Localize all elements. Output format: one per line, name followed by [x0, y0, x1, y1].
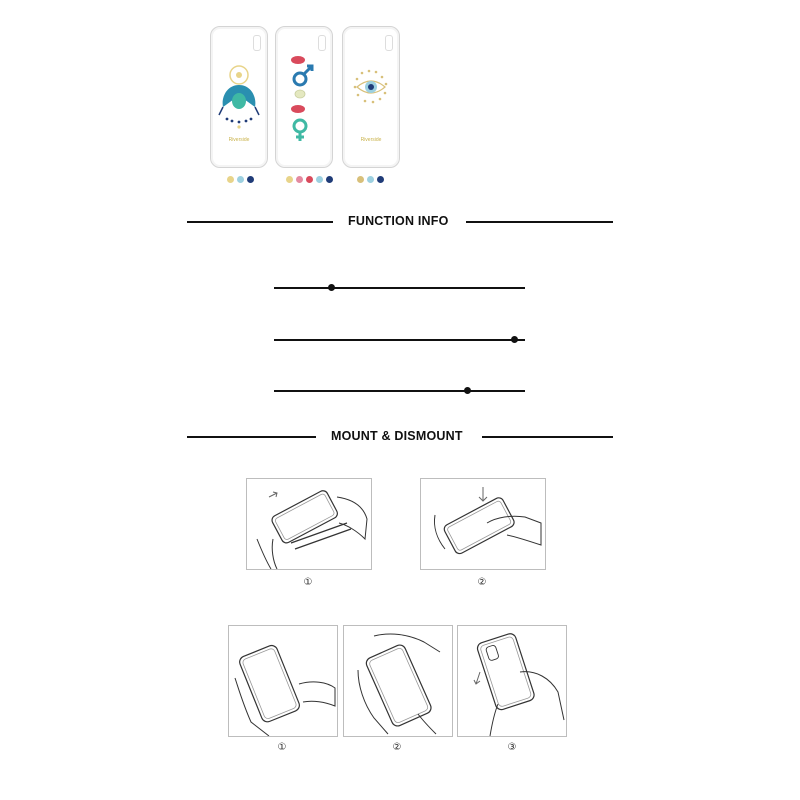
mount-step-1-illustration	[246, 478, 372, 570]
swatch-gold[interactable]	[357, 176, 364, 183]
color-swatches-3	[357, 176, 384, 183]
slider-track-3	[274, 390, 525, 392]
lift-phone-edge-icon	[344, 626, 452, 736]
case-brand: Riverside	[360, 137, 382, 143]
color-swatches-2	[286, 176, 333, 183]
press-phone-into-case-icon	[421, 479, 545, 569]
dismount-step-3-number: ③	[507, 742, 517, 753]
dismount-step-2-illustration	[343, 625, 453, 737]
swatch-navy[interactable]	[377, 176, 384, 183]
swatch-red[interactable]	[306, 176, 313, 183]
dismount-step-1-illustration	[228, 625, 338, 737]
swatch-navy[interactable]	[326, 176, 333, 183]
gender-symbols-icon	[276, 27, 332, 167]
mount-step-2-illustration	[420, 478, 546, 570]
slider-knob-1[interactable]	[328, 284, 335, 291]
phone-case-scarab	[210, 26, 268, 168]
function-info-title: FUNCTION INFO	[348, 214, 449, 228]
swatch-light-blue[interactable]	[367, 176, 374, 183]
swatch-yellow[interactable]	[227, 176, 234, 183]
dismount-step-2-number: ②	[392, 742, 402, 753]
swatch-yellow[interactable]	[286, 176, 293, 183]
divider-left	[187, 221, 333, 223]
swatch-light-blue[interactable]	[316, 176, 323, 183]
tilt-phone-into-case-icon	[247, 479, 371, 569]
dismount-step-1-number: ①	[277, 742, 287, 753]
mount-step-2-number: ②	[477, 577, 487, 588]
divider-left	[187, 436, 316, 438]
evil-eye-icon	[343, 27, 399, 167]
slider-track-1	[274, 287, 525, 289]
phone-case-gender	[275, 26, 333, 168]
slider-knob-2[interactable]	[511, 336, 518, 343]
divider-right	[466, 221, 613, 223]
push-phone-out-corner-icon	[229, 626, 337, 736]
case-brand: Riverside	[228, 137, 250, 143]
swatch-light-blue[interactable]	[237, 176, 244, 183]
color-swatches-1	[227, 176, 254, 183]
scarab-icon	[211, 27, 267, 167]
phone-case-evil-eye	[342, 26, 400, 168]
slider-knob-3[interactable]	[464, 387, 471, 394]
swatch-pink[interactable]	[296, 176, 303, 183]
dismount-step-3-illustration	[457, 625, 567, 737]
slide-phone-out-icon	[458, 626, 566, 736]
mount-step-1-number: ①	[303, 577, 313, 588]
slider-track-2	[274, 339, 525, 341]
mount-dismount-title: MOUNT & DISMOUNT	[331, 429, 463, 443]
divider-right	[482, 436, 613, 438]
swatch-navy[interactable]	[247, 176, 254, 183]
